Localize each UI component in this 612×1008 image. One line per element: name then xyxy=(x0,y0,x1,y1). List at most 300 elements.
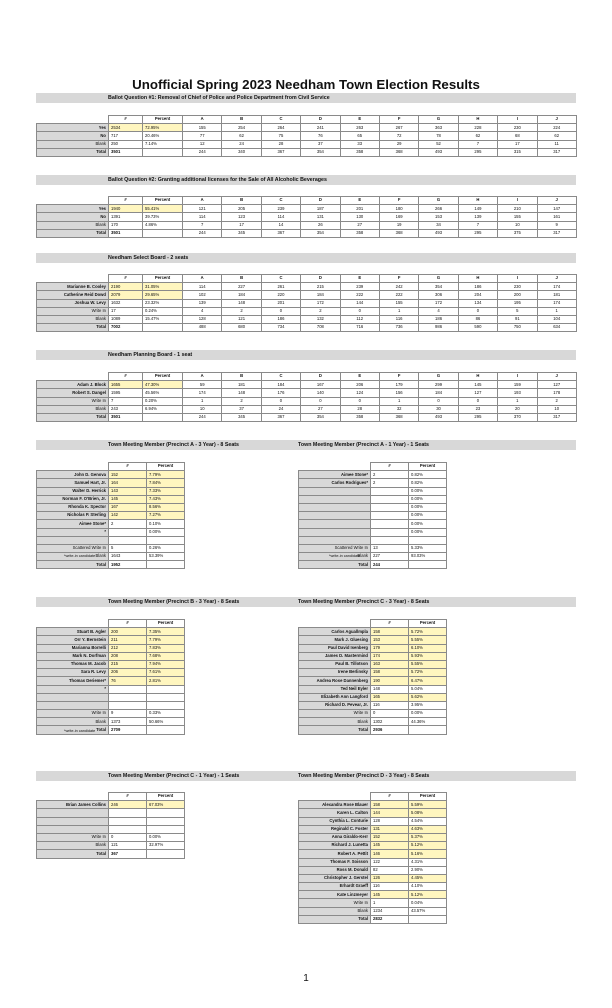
table-row xyxy=(37,140,577,148)
candidate-name: Ross M. Donald xyxy=(299,866,371,874)
vote-percent: 4.31% xyxy=(409,858,447,866)
vote-count: 2534 xyxy=(109,124,143,132)
vote-count xyxy=(109,685,147,693)
vote-percent: 5.04% xyxy=(409,685,447,693)
table-row xyxy=(37,148,577,156)
vote-count: 170 xyxy=(109,221,143,229)
precinct-count: 17 xyxy=(498,140,537,148)
precinct-count: 230 xyxy=(498,124,537,132)
table-row xyxy=(37,825,185,833)
vote-count: 246 xyxy=(109,801,147,809)
vote-percent: 0.00% xyxy=(409,512,447,520)
precinct-count: 23 xyxy=(458,405,497,413)
vote-percent: 7.79% xyxy=(147,471,185,479)
vote-count: 145 xyxy=(371,842,409,850)
precinct-count: 121 xyxy=(183,205,222,213)
candidate-name: * xyxy=(37,685,109,693)
precinct-count: 368 xyxy=(379,148,418,156)
vote-count: 0 xyxy=(371,710,409,718)
precinct-count: 139 xyxy=(183,299,222,307)
table-row xyxy=(37,381,577,389)
vote-percent: 5.93% xyxy=(409,652,447,660)
precinct-count: 493 xyxy=(419,148,458,156)
header-row xyxy=(37,463,185,471)
header-cell: G xyxy=(419,275,458,283)
precinct-count: 244 xyxy=(183,229,222,237)
vote-percent xyxy=(409,915,447,923)
table-row xyxy=(37,213,577,221)
table-row xyxy=(299,701,447,709)
candidate-name: Total xyxy=(37,850,109,858)
table-row xyxy=(299,528,447,536)
precinct-count: 264 xyxy=(261,124,300,132)
header-cell: Percent xyxy=(409,463,447,471)
table-row xyxy=(37,718,185,726)
vote-percent: 7.84% xyxy=(147,479,185,487)
table-row xyxy=(299,915,447,923)
vote-percent xyxy=(143,148,183,156)
precinct-count: 295 xyxy=(458,413,497,421)
precinct-count: 680 xyxy=(222,324,261,332)
table-row xyxy=(37,205,577,213)
vote-count: 250 xyxy=(109,140,143,148)
table-row xyxy=(299,487,447,495)
header-cell: E xyxy=(340,197,379,205)
vote-count: 3501 xyxy=(109,148,143,156)
precinct-count: 1 xyxy=(537,307,576,315)
q2-results-table xyxy=(36,196,577,238)
precinct-count: 112 xyxy=(340,315,379,323)
candidate-name xyxy=(299,487,371,495)
header-cell: J xyxy=(537,116,576,124)
vote-count: 244 xyxy=(371,561,409,569)
vote-count xyxy=(109,693,147,701)
candidate-name: Elizabeth Ann Langford xyxy=(299,693,371,701)
vote-percent: 5.12% xyxy=(409,891,447,899)
precinct-count: 590 xyxy=(458,324,497,332)
vote-count: 163 xyxy=(371,660,409,668)
table-row xyxy=(37,283,577,291)
table-row xyxy=(37,495,185,503)
header-cell: Percent xyxy=(147,620,185,628)
vote-percent: 7.27% xyxy=(147,512,185,520)
header-cell: J xyxy=(537,373,576,381)
vote-count: 3501 xyxy=(109,229,143,237)
tm-d3-results-table xyxy=(298,792,447,924)
vote-percent: 0.00% xyxy=(409,528,447,536)
table-row xyxy=(299,801,447,809)
precinct-count: 2 xyxy=(222,307,261,315)
row-label: Total xyxy=(37,413,109,421)
precinct-count: 345 xyxy=(222,229,261,237)
header-cell: # xyxy=(109,373,143,381)
vote-percent: 7.94% xyxy=(147,660,185,668)
table-row xyxy=(37,544,185,552)
vote-count: 167 xyxy=(109,503,147,511)
vote-count: 1940 xyxy=(109,205,143,213)
table-row xyxy=(37,221,577,229)
candidate-name xyxy=(37,825,109,833)
vote-count: 144 xyxy=(371,809,409,817)
header-cell: C xyxy=(261,373,300,381)
table-row xyxy=(299,891,447,899)
page-number: 1 xyxy=(303,973,309,984)
precinct-count: 140 xyxy=(301,389,340,397)
header-blank-cell xyxy=(299,620,371,628)
vote-count: 1302 xyxy=(371,718,409,726)
vote-count: 717 xyxy=(109,132,143,140)
vote-percent: 5.37% xyxy=(409,833,447,841)
vote-percent: 7.68% xyxy=(147,652,185,660)
precinct-count: 224 xyxy=(537,124,576,132)
vote-count: 158 xyxy=(371,669,409,677)
tm-c1-title: Town Meeting Member (Precinct C - 1 Year) - 1 Seats xyxy=(108,773,240,779)
candidate-name: Sara R. Levy xyxy=(37,669,109,677)
header-cell: J xyxy=(537,197,576,205)
header-cell: D xyxy=(301,197,340,205)
precinct-count: 27 xyxy=(301,405,340,413)
precinct-count: 59 xyxy=(183,381,222,389)
vote-percent xyxy=(147,685,185,693)
vote-percent: 0.00% xyxy=(147,833,185,841)
table-row xyxy=(37,817,185,825)
precinct-count: 174 xyxy=(537,299,576,307)
precinct-count: 62 xyxy=(458,132,497,140)
vote-percent: 55.41% xyxy=(143,205,183,213)
vote-count xyxy=(109,701,147,709)
precinct-count: 242 xyxy=(379,283,418,291)
tm-c1-results-table xyxy=(36,792,185,859)
row-label: Blank xyxy=(37,221,109,229)
precinct-count: 220 xyxy=(261,291,300,299)
precinct-count: 488 xyxy=(183,324,222,332)
vote-percent: 8.56% xyxy=(147,503,185,511)
tm-a1-banner xyxy=(298,440,576,450)
vote-percent: 2.81% xyxy=(147,677,185,685)
tm-b3-banner xyxy=(36,597,298,607)
precinct-count: 7 xyxy=(183,221,222,229)
write-in-note-a3: *write-in candidate xyxy=(64,554,96,558)
tm-d3-banner xyxy=(298,771,576,781)
precinct-count: 102 xyxy=(183,291,222,299)
precinct-count: 1 xyxy=(183,397,222,405)
precinct-count: 104 xyxy=(537,315,576,323)
candidate-name xyxy=(37,809,109,817)
table-row xyxy=(37,405,577,413)
vote-percent: 7.35% xyxy=(147,628,185,636)
candidate-name: Write In xyxy=(37,833,109,841)
write-in-note-b3: *write-in candidate xyxy=(64,729,96,733)
candidate-name: John D. Genova xyxy=(37,471,109,479)
precinct-count: 363 xyxy=(419,124,458,132)
vote-count: 1 xyxy=(371,899,409,907)
precinct-count: 62 xyxy=(537,132,576,140)
vote-percent: 0.00% xyxy=(409,503,447,511)
vote-count: 152 xyxy=(109,471,147,479)
vote-count: 1089 xyxy=(109,315,143,323)
precinct-count: 186 xyxy=(419,315,458,323)
vote-percent xyxy=(409,726,447,734)
table-row xyxy=(299,544,447,552)
vote-count: 1373 xyxy=(109,718,147,726)
candidate-name: Mark J. Gluesing xyxy=(299,636,371,644)
precinct-count: 358 xyxy=(340,148,379,156)
header-blank-cell xyxy=(299,793,371,801)
row-label: Blank xyxy=(37,140,109,148)
tm-a3-title: Town Meeting Member (Precinct A - 3 Year) - 8 Seats xyxy=(108,442,239,448)
precinct-count: 131 xyxy=(301,213,340,221)
vote-count xyxy=(371,512,409,520)
candidate-name xyxy=(299,503,371,511)
precinct-count: 62 xyxy=(222,132,261,140)
precinct-count: 37 xyxy=(222,405,261,413)
table-row xyxy=(37,809,185,817)
row-label: Write In xyxy=(37,397,109,405)
precinct-count: 14 xyxy=(261,221,300,229)
candidate-name: Brian James Collins xyxy=(37,801,109,809)
vote-percent xyxy=(147,561,185,569)
precinct-count: 37 xyxy=(301,140,340,148)
precinct-count: 181 xyxy=(537,291,576,299)
table-row xyxy=(37,299,577,307)
header-cell: J xyxy=(537,275,576,283)
precinct-count: 193 xyxy=(498,389,537,397)
vote-count: 2079 xyxy=(109,291,143,299)
precinct-count: 261 xyxy=(261,283,300,291)
vote-count: 164 xyxy=(109,479,147,487)
vote-count: 7 xyxy=(109,397,143,405)
table-row xyxy=(299,718,447,726)
vote-percent xyxy=(147,825,185,833)
precinct-count: 34 xyxy=(419,221,458,229)
tm-c3-banner xyxy=(298,597,576,607)
vote-count: 7002 xyxy=(109,324,143,332)
precinct-count: 155 xyxy=(379,299,418,307)
candidate-name xyxy=(299,495,371,503)
vote-count xyxy=(109,536,147,544)
precinct-count: 239 xyxy=(261,205,300,213)
candidate-name: Carlos Rodrigues* xyxy=(299,479,371,487)
vote-percent: 6.94% xyxy=(143,405,183,413)
table-row xyxy=(37,677,185,685)
table-row xyxy=(37,726,185,734)
precinct-count: 201 xyxy=(340,205,379,213)
precinct-count: 315 xyxy=(498,148,537,156)
vote-count: 215 xyxy=(109,660,147,668)
tm-b3-results-table xyxy=(36,619,185,735)
precinct-count: 205 xyxy=(222,205,261,213)
vote-count: 165 xyxy=(371,693,409,701)
precinct-count: 317 xyxy=(537,229,576,237)
table-row xyxy=(299,710,447,718)
precinct-count: 52 xyxy=(419,140,458,148)
header-cell: Percent xyxy=(409,793,447,801)
vote-percent: 50.66% xyxy=(147,718,185,726)
candidate-name: Marianna Borrelli xyxy=(37,644,109,652)
precinct-count: 114 xyxy=(183,213,222,221)
vote-percent: 5.72% xyxy=(409,628,447,636)
precinct-count: 1 xyxy=(498,397,537,405)
candidate-name xyxy=(37,817,109,825)
precinct-count: 299 xyxy=(419,381,458,389)
candidate-name xyxy=(299,512,371,520)
vote-count: 145 xyxy=(371,891,409,899)
header-cell: E xyxy=(340,116,379,124)
vote-count: 0 xyxy=(109,833,147,841)
candidate-name: Blank xyxy=(37,842,109,850)
precinct-count: 159 xyxy=(498,381,537,389)
header-cell: A xyxy=(183,197,222,205)
row-label: Total xyxy=(37,148,109,156)
precinct-count: 174 xyxy=(183,389,222,397)
candidate-name: Alexandra Rose Blauer xyxy=(299,801,371,809)
vote-percent: 67.03% xyxy=(147,801,185,809)
precinct-count: 354 xyxy=(301,229,340,237)
vote-count xyxy=(109,825,147,833)
precinct-count: 2 xyxy=(537,397,576,405)
vote-percent: 2.90% xyxy=(409,866,447,874)
precinct-count: 306 xyxy=(419,291,458,299)
write-in-note-a1: *write-in candidate xyxy=(329,554,361,558)
vote-percent: 29.65% xyxy=(143,291,183,299)
vote-percent: 0.33% xyxy=(147,710,185,718)
vote-count: 1643 xyxy=(109,553,147,561)
header-blank-cell xyxy=(37,373,109,381)
table-row xyxy=(37,528,185,536)
precinct-count: 206 xyxy=(340,381,379,389)
precinct-count: 29 xyxy=(379,140,418,148)
header-cell: D xyxy=(301,373,340,381)
header-cell: F xyxy=(379,373,418,381)
vote-percent: 5.55% xyxy=(409,636,447,644)
vote-count: 142 xyxy=(109,512,147,520)
vote-percent: 44.36% xyxy=(409,718,447,726)
candidate-name: James D. Mastermind xyxy=(299,652,371,660)
header-cell: Percent xyxy=(143,197,183,205)
precinct-count: 32 xyxy=(379,405,418,413)
vote-percent: 5.62% xyxy=(409,693,447,701)
q2-banner xyxy=(36,175,576,185)
precinct-count: 1 xyxy=(379,307,418,315)
table-row xyxy=(37,850,185,858)
header-blank-cell xyxy=(37,620,109,628)
precinct-count: 33 xyxy=(340,140,379,148)
header-cell: # xyxy=(109,463,147,471)
table-row xyxy=(299,644,447,652)
vote-count: 243 xyxy=(109,405,143,413)
candidate-name xyxy=(37,701,109,709)
precinct-count: 20 xyxy=(498,405,537,413)
tm-c3-title: Town Meeting Member (Precinct C - 3 Year) - 8 Seats xyxy=(298,599,430,605)
row-label: Total xyxy=(37,229,109,237)
vote-percent: 53.39% xyxy=(147,553,185,561)
precinct-count: 0 xyxy=(301,397,340,405)
precinct-count: 65 xyxy=(340,132,379,140)
table-row xyxy=(37,471,185,479)
table-row xyxy=(37,553,185,561)
precinct-count: 148 xyxy=(222,299,261,307)
precinct-count: 28 xyxy=(340,405,379,413)
header-cell: H xyxy=(458,373,497,381)
vote-count: 1952 xyxy=(109,561,147,569)
table-row xyxy=(37,324,577,332)
row-label: Blank xyxy=(37,315,109,323)
table-row xyxy=(299,693,447,701)
precinct-count: 750 xyxy=(498,324,537,332)
vote-count: 2832 xyxy=(371,915,409,923)
vote-count xyxy=(109,809,147,817)
table-row xyxy=(37,669,185,677)
table-row xyxy=(299,677,447,685)
vote-count: 5 xyxy=(109,544,147,552)
vote-percent: 23.32% xyxy=(143,299,183,307)
vote-count: 190 xyxy=(371,677,409,685)
tm-a3-banner xyxy=(36,440,298,450)
table-row xyxy=(37,628,185,636)
header-cell: Percent xyxy=(143,116,183,124)
vote-count: 152 xyxy=(371,833,409,841)
precinct-count: 493 xyxy=(419,229,458,237)
vote-percent: 0.00% xyxy=(409,495,447,503)
vote-count xyxy=(371,536,409,544)
precinct-count: 10 xyxy=(183,405,222,413)
precinct-count: 127 xyxy=(458,389,497,397)
vote-count: 174 xyxy=(371,652,409,660)
precinct-count: 181 xyxy=(222,381,261,389)
vote-percent xyxy=(147,701,185,709)
header-row xyxy=(299,463,447,471)
table-row xyxy=(37,397,577,405)
precinct-count: 153 xyxy=(419,213,458,221)
precinct-count: 172 xyxy=(301,299,340,307)
precinct-count: 184 xyxy=(419,389,458,397)
candidate-name: Richard D. Pevear, Jr. xyxy=(299,701,371,709)
tm-d3-title: Town Meeting Member (Precinct D - 3 Year) - 8 Seats xyxy=(298,773,430,779)
precinct-count: 295 xyxy=(458,148,497,156)
precinct-count: 114 xyxy=(261,213,300,221)
candidate-name: Aimee Stone* xyxy=(37,520,109,528)
precinct-count: 267 xyxy=(379,124,418,132)
candidate-name: Christopher J. Gerstel xyxy=(299,874,371,882)
precinct-count: 155 xyxy=(183,124,222,132)
vote-count: 13 xyxy=(371,544,409,552)
header-blank-cell xyxy=(37,463,109,471)
precinct-count: 634 xyxy=(537,324,576,332)
header-cell: H xyxy=(458,197,497,205)
precinct-count: 358 xyxy=(340,229,379,237)
candidate-name: Write In xyxy=(299,899,371,907)
precinct-count: 128 xyxy=(183,315,222,323)
candidate-name: Irene Berlinsky xyxy=(299,669,371,677)
vote-count: 2936 xyxy=(371,726,409,734)
precinct-count: 200 xyxy=(498,291,537,299)
table-row xyxy=(37,512,185,520)
precinct-count: 317 xyxy=(537,413,576,421)
header-cell: B xyxy=(222,116,261,124)
candidate-name: Richard J. Lunetta xyxy=(299,842,371,850)
header-cell: C xyxy=(261,116,300,124)
table-row xyxy=(299,850,447,858)
vote-count xyxy=(371,495,409,503)
precinct-count: 30 xyxy=(419,405,458,413)
precinct-count: 244 xyxy=(183,413,222,421)
candidate-name: Ted Neil Eyler xyxy=(299,685,371,693)
vote-count: 200 xyxy=(109,628,147,636)
vote-percent: 15.47% xyxy=(143,315,183,323)
header-cell: # xyxy=(109,197,143,205)
header-row xyxy=(37,793,185,801)
vote-count: 2 xyxy=(371,479,409,487)
